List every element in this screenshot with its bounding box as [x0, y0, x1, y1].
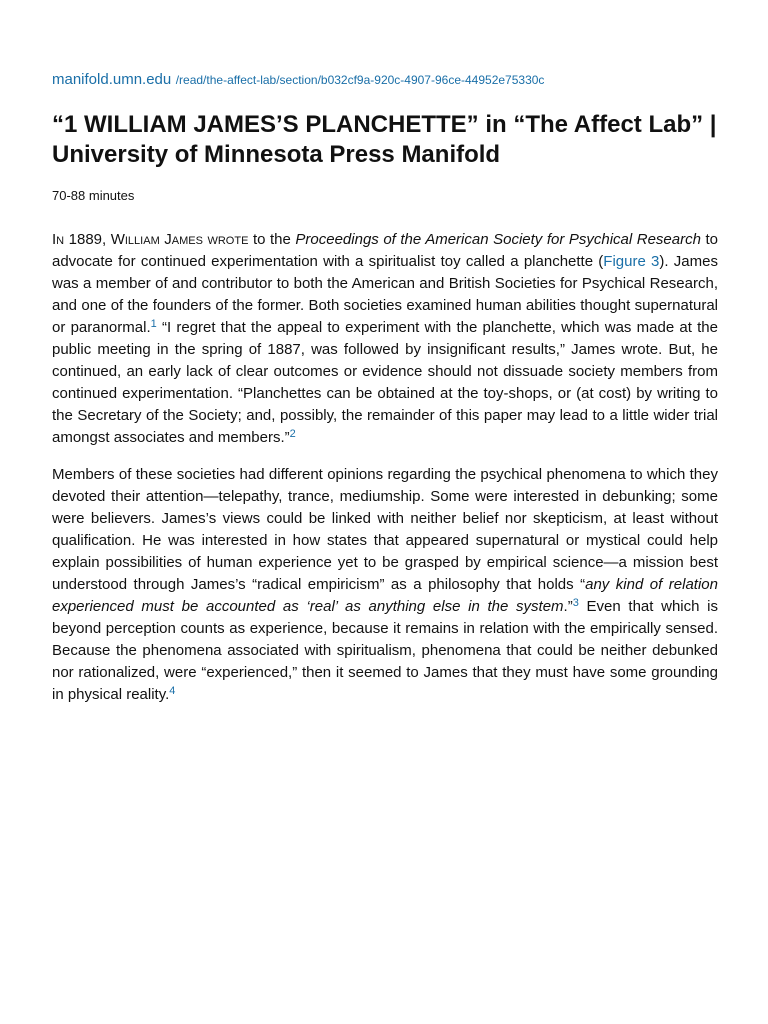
footnote-ref-2 [290, 428, 296, 440]
text-run: to advocate for continued experimentation with a spiritualist toy called a planchette ( [52, 231, 718, 270]
site-path-link[interactable]: /read/the-affect-lab/section/b032cf9a-920c-4907-96ce-44952e75330c [175, 73, 545, 87]
text-run: Even that which is beyond perception counts as experience, because it remains in relation with the empirically sensed. Because the phenomena associated with spiritualism, phenomena that could be neither debunked nor rationalized, were “experienced,” then it seemed to James that they must have some grounding in physical reality. [52, 598, 719, 703]
text-run: .” [563, 598, 573, 615]
footnote-3-link[interactable]: 3 [572, 597, 579, 609]
journal-title: Proceedings of the American Society for Psychical Research [295, 231, 701, 248]
text-run: to the [248, 231, 296, 248]
source-url [52, 70, 544, 90]
paragraph-2 [52, 464, 718, 706]
paragraph-1 [52, 229, 718, 449]
page-title: “1 WILLIAM JAMES’S PLANCHETTE” in “The Affect Lab” | University of Minnesota Press Manifold [52, 111, 717, 168]
article-body [52, 229, 718, 721]
figure-3-link[interactable]: Figure 3 [603, 253, 660, 270]
text-run: “I regret that the appeal to experiment with the planchette, which was made at the public meeting in the spring of 1887, was followed by insignificant results,” James wrote. But, he continued, an early lack of clear outcomes or evidence should not dissuade society members from continued experimentation. “Planchettes can be obtained at the toy-shops, or (at cost) by writing to the Secretary of the Society; and, possibly, the remainder of this paper may lead to a little wider trial amongst associates and members.” [52, 319, 718, 446]
text-run: ). James was a member of and contributor to both the American and British Societies for Psychical Research, and one of the founders of the former. Both societies examined human abilities thought supernatural or paranormal. [52, 253, 718, 336]
quote-italic: any kind of relation experienced must be accounted as ‘real’ as anything else in the system [52, 576, 718, 615]
footnote-ref-4 [169, 685, 175, 697]
footnote-2-link[interactable]: 2 [289, 428, 296, 440]
site-domain-link[interactable]: manifold.umn.edu [52, 71, 172, 88]
footnote-4-link[interactable]: 4 [169, 685, 176, 697]
footnote-1-link[interactable]: 1 [150, 318, 157, 330]
opening-small-caps: In 1889, William James wrote [52, 231, 249, 248]
text-run: Members of these societies had different opinions regarding the psychical phenomena to which they devoted their attention—telepathy, trance, mediumship. Some were interested in debunking; some were believers. James’s views could be linked with neither belief nor skepticism, at least without qualification. He was interested in how states that appeared supernatural or mystical could help explain possibilities of human experience yet to be grasped by empirical science—a mission best understood through James’s “radical empiricism” as a philosophy that holds “ [52, 466, 718, 593]
reading-time: 70-88 minutes [52, 188, 135, 203]
